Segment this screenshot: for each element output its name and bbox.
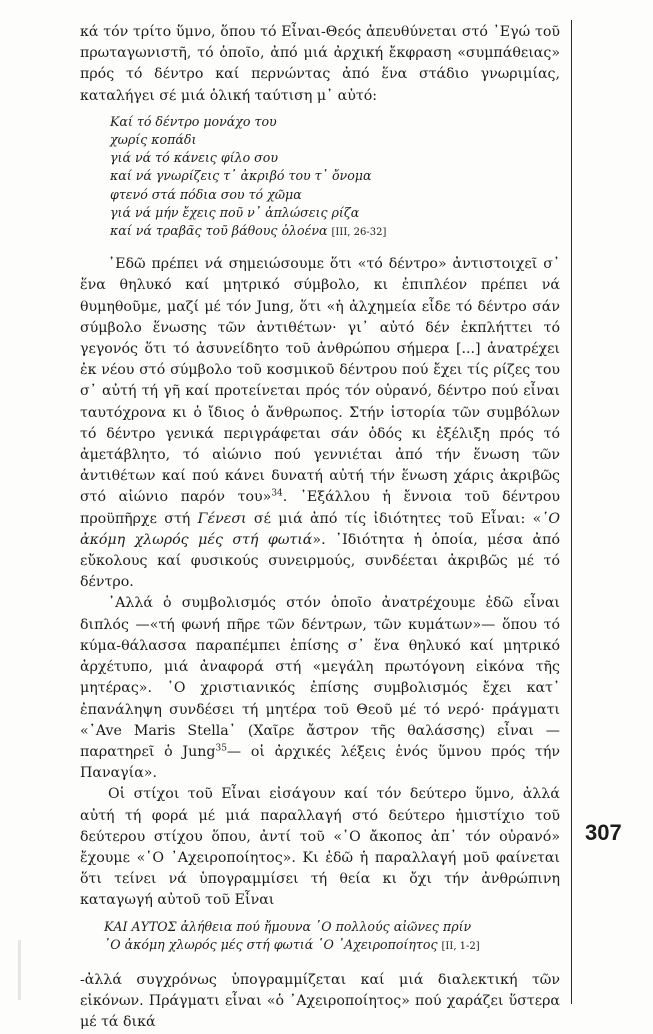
- poem-quote: [110, 113, 560, 242]
- poem-line: καί νά γνωρίζεις τ᾿ ἀκριβό του τ᾿ ὄνομα: [110, 168, 372, 184]
- poem-line: φτενό στά πόδια σου τό χῶμα: [110, 186, 302, 202]
- paragraph-text: ᾿Αλλά ὁ συμβολισμός στόν ὁποῖο ἀνατρέχουμε ἐδῶ εἶναι διπλός —«τή φωνή πῆρε τῶν δέντρων, τῶν κυμάτων»— ὅπου τό κύμα-θάλασσα παραπέμπει ἐπίσης σ᾿ ἕνα θηλυκό καί μητρικό ἀρχέτυπο, μιά ἀναφορά στή «μεγάλη πρωτόγονη εἰκόνα τῆς μητέρας». ῾Ο χριστιανικός ἐπίσης συμβολισμός ἔχει κατ᾿ ἐπανάληψη συνδέσει τή μητέρα τοῦ Θεοῦ μέ τό νερό· πράγματι «᾿Ave Maris Stella᾿ (Χαῖρε ἄστρον τῆς θαλάσσης) εἶναι —παρατηρεῖ ὁ Jung: [80, 595, 560, 760]
- paragraph: [80, 593, 560, 784]
- paragraph: -ἀλλά συγχρόνως ὑπογραμμίζεται καί μιά διαλεκτική τῶν εἰκόνων. Πράγματι εἶναι «ὁ ᾿Αχειροποίητος» πού χαράζει ὕστερα μέ τά δικά: [80, 971, 560, 1031]
- paragraph: Οἱ στίχοι τοῦ Εἶναι εἰσάγουν καί τόν δεύτερο ὕμνο, ἀλλά αὐτή τή φορά μέ μιά παραλλαγή στό δεύτερο ἡμιστίχιο τοῦ δεύτερου στίχου ὅπου, ἀντί τοῦ «῾Ο ἄκοπος ἀπ᾿ τόν οὐρανό» ἔχουμε «῾Ο ᾿Αχειροποίητος». Κι ἐδῶ ἡ παραλλαγή μοῦ φαίνεται ὅτι τείνει νά ὑπογραμμίσει τή θεία κι ὄχι τήν ἀνθρώπινη καταγωγή αὐτοῦ τοῦ Εἶναι: [80, 786, 560, 909]
- paragraph-text: . ᾿Εξάλλου ἡ ἔννοια τοῦ δέντρου προϋπῆρχε στή: [80, 489, 560, 527]
- poem-line: γιά νά τό κάνεις φίλο σου: [110, 150, 279, 166]
- poem-line: [104, 936, 560, 956]
- poem-line: [110, 222, 560, 242]
- poem-line: χωρίς κοπάδι: [110, 132, 197, 148]
- paragraph-text: ». ᾿Ιδιότητα ἡ ὁποία, μέσα ἀπό εὔκολους καί φυσικούς συνειρμούς, συνδέεται ἀκριβῶς μέ τό δέντρο.: [80, 531, 560, 591]
- paragraph-text: σέ μιά ἀπό τίς ἰδιότητες τοῦ Εἶναι: «: [246, 510, 542, 527]
- body-text: [80, 22, 560, 1034]
- poem-citation: [ΙΙ, 1-2]: [441, 940, 480, 952]
- paragraph: κά τόν τρίτο ὕμνο, ὅπου τό Εἶναι-Θεός ἀπευθύνεται στό ᾿Εγώ τοῦ πρωταγωνιστῆ, τό ὁποῖο, ἀπό μιά ἀρχική ἔκφραση «συμπάθειας» πρός τό δέντρο καί περνώντας ἀπό ἕνα στάδιο γνωριμίας, καταλήγει σέ μιά ὁλική ταύτιση μ᾿ αὐτό:: [80, 24, 560, 104]
- paragraph-text: ᾿Εδῶ πρέπει νά σημειώσουμε ὅτι «τό δέντρο» ἀντιστοιχεῖ σ᾿ ἕνα θηλυκό καί μητρικό σύμβολο, κι ἐπιπλέον πρέπει νά θυμηθοῦμε, μαζί μέ τόν Jung, ὅτι «ἡ ἀλχημεία εἶδε τό δέντρο σάν σύμβολο ἕνωσης τῶν ἀντιθέτων· γι᾿ αὐτό δέν ἐκπλήττει τό γεγονός ὅτι τό ἀσυνείδητο τοῦ ἀνθρώπου σήμερα [...] ἀνατρέχει ἐκ νέου στό σύμβολο τοῦ κοσμικοῦ δέντρου πού ἔχει τίς ρίζες του σ᾿ αὐτή τή γῆ καί προτείνεται πρός τόν οὐρανό, δέντρο πού εἶναι ταυτόχρονα κι ὁ ἴδιος ὁ ἄνθρωπος. Στήν ἱστορία τῶν συμβόλων τό δέντρο γενικά περιγράφεται σάν ὁδός κι ἐξέλιξη πρός τό ἀμετάβλητο, τό αἰώνιο πού γεννιέται ἀπό τήν ἕνωση τῶν ἀντιθέτων καί πού κάνει δυνατή αὐτή τήν ἕνωση χάρις ἀκριβῶς στό αἰώνιο παρόν του»: [80, 256, 560, 506]
- poem-line: Καί τό δέντρο μονάχο του: [110, 113, 277, 129]
- poem-line-text: ῾Ο ἀκόμη χλωρός μές στή φωτιά ῾Ο ᾿Αχειροποίητος: [104, 936, 438, 952]
- footnote-ref: 34: [271, 488, 283, 499]
- paragraph: [80, 254, 560, 593]
- footnote-ref: 35: [215, 743, 227, 754]
- poem-citation: [ΙΙΙ, 26-32]: [331, 227, 387, 239]
- poem-quote: [104, 918, 560, 956]
- poem-line-text: καί νά τραβᾶς τοῦ βάθους ὁλοένα: [110, 223, 328, 239]
- scan-artifact: [18, 940, 21, 1000]
- poem-line: γιά νά μήν ἔχεις ποῦ ν᾿ ἁπλώσεις ρίζα: [110, 204, 360, 220]
- poem-line: ΚΑΙ ΑΥΤΟΣ ἀλήθεια πού ἤμουνα ῾Ο πολλούς αἰῶνες πρίν: [104, 918, 472, 934]
- page-number: 307: [585, 820, 622, 845]
- emphasis: Γένεσι: [197, 510, 247, 527]
- paragraph-text: — οἱ ἀρχικές λέξεις ἑνός ὕμνου πρός τήν Παναγία».: [80, 743, 560, 782]
- margin-rule: [571, 20, 572, 1004]
- emphasis: ῾Ο ἀκόμη χλωρός μές στή φωτιά: [80, 510, 560, 548]
